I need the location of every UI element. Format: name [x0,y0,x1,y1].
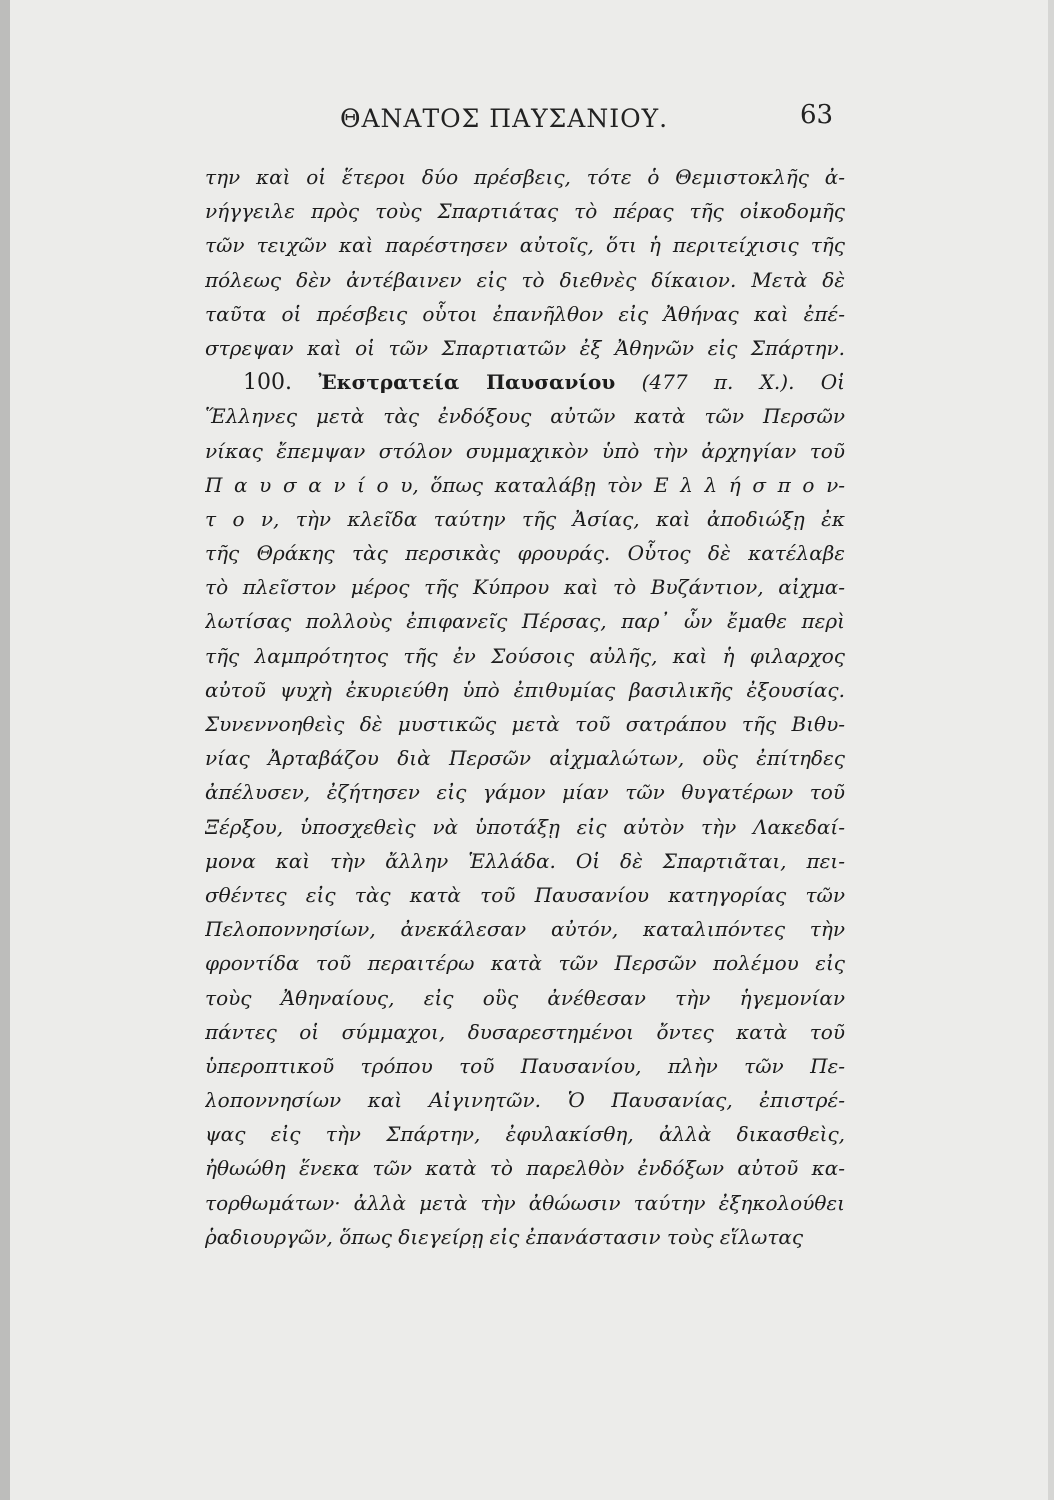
text-line: τὸ πλεῖστον μέρος τῆς Κύπρου καὶ τὸ Βυζάντιον, αἰχμα- [205,575,845,600]
text-line: πάντες οἱ σύμμαχοι, δυσαρεστημένοι ὄντες κατὰ τοῦ [205,1019,845,1044]
section-number: 100. [243,370,292,396]
text-line: Πελοποννησίων, ἀνεκάλεσαν αὐτόν, καταλιπόντες τὴν [205,917,845,942]
text-line: ψας εἰς τὴν Σπάρτην, ἐφυλακίσθη, ἀλλὰ δικασθεὶς, [205,1122,845,1147]
text-line: λοποννησίων καὶ Αἰγινητῶν. Ὁ Παυσανίας, ἐπιστρέ- [205,1088,845,1113]
text-line: τῆς λαμπρότητος τῆς ἐν Σούσοις αὐλῆς, καὶ ἡ φιλαρχος [205,643,845,668]
text-line: τῶν τειχῶν καὶ παρέστησεν αὐτοῖς, ὅτι ἡ περιτείχισις τῆς [205,233,845,258]
text-line: ὑπεροπτικοῦ τρόπου τοῦ Παυσανίου, πλὴν τῶν Πε- [205,1053,845,1078]
text-line: πόλεως δὲν ἀντέβαινεν εἰς τὸ διεθνὲς δίκαιον. Μετὰ δὲ [205,267,845,292]
text-line: ἠθωώθη ἕνεκα τῶν κατὰ τὸ παρελθὸν ἐνδόξων αὐτοῦ κα- [205,1156,845,1181]
text-line: στρεψαν καὶ οἱ τῶν Σπαρτιατῶν ἐξ Ἀθηνῶν εἰς Σπάρτην. [205,335,845,360]
section-title: Ἐκστρατεία Παυσανίου [318,370,616,395]
text-line: τῆς Θράκης τὰς περσικὰς φρουράς. Οὗτος δὲ κατέλαβε [205,541,845,566]
text-line: νίκας ἔπεμψαν στόλον συμμαχικὸν ὑπὸ τὴν ἀρχηγίαν τοῦ [205,438,845,463]
text-line: ῥαδιουργῶν, ὅπως διεγείρῃ εἰς ἐπανάστασιν τοὺς εἵλωτας [205,1224,804,1249]
page-edge-right [1048,0,1054,1500]
section-date: (477 π. Χ.). Οἱ [641,370,845,395]
text-line: Ἕλληνες μετὰ τὰς ἐνδόξους αὐτῶν κατὰ τῶν Περσῶν [205,404,845,429]
page-number: 63 [800,100,834,130]
text-line: νήγγειλε πρὸς τοὺς Σπαρτιάτας τὸ πέρας τῆς οἰκοδομῆς [205,199,845,224]
text-line: νίας Ἀρταβάζου διὰ Περσῶν αἰχμαλώτων, οὓς ἐπίτηδες [205,746,845,771]
text-line: ταῦτα οἱ πρέσβεις οὗτοι ἐπανῆλθον εἰς Ἀθήνας καὶ ἐπέ- [205,301,845,326]
text-line: τοὺς Ἀθηναίους, εἰς οὓς ἀνέθεσαν τὴν ἡγεμονίαν [205,985,845,1010]
text-line: μονα καὶ τὴν ἄλλην Ἑλλάδα. Οἱ δὲ Σπαρτιᾶται, πει- [205,848,845,873]
page-edge-left [0,0,10,1500]
text-line: σθέντες εἰς τὰς κατὰ τοῦ Παυσανίου κατηγορίας τῶν [205,882,845,907]
text-line: την καὶ οἱ ἕτεροι δύο πρέσβεις, τότε ὁ Θεμιστοκλῆς ἀ- [205,165,845,189]
text-line: τορθωμάτων· ἀλλὰ μετὰ τὴν ἀθώωσιν ταύτην ἐξηκολούθει [205,1190,845,1215]
text-line: αὐτοῦ ψυχὴ ἐκυριεύθη ὑπὸ ἐπιθυμίας βασιλικῆς ἐξουσίας. [205,677,845,702]
text-line: φροντίδα τοῦ περαιτέρω κατὰ τῶν Περσῶν πολέμου εἰς [205,951,845,976]
text-line: Ξέρξου, ὑποσχεθεὶς νὰ ὑποτάξῃ εἰς αὐτὸν τὴν Λακεδαί- [205,814,845,839]
section-heading-line [205,365,845,399]
text-line: Π α υ σ α ν ί ο υ, ὅπως καταλάβῃ τὸν Ε λ λ ή σ π ο ν- [205,472,845,497]
text-line: λωτίσας πολλοὺς ἐπιφανεῖς Πέρσας, παρ᾽ ὧν ἔμαθε περὶ [205,609,845,634]
text-line: Συνεννοηθεὶς δὲ μυστικῶς μετὰ τοῦ σατράπου τῆς Βιθυ- [205,712,845,736]
running-title: ΘΑΝΑΤΟΣ ΠΑΥΣΑΝΙΟΥ. [340,104,669,133]
body-text [205,160,845,1254]
text-line: τ ο ν, τὴν κλεῖδα ταύτην τῆς Ἀσίας, καὶ ἀποδιώξῃ ἐκ [205,506,845,531]
text-line: ἀπέλυσεν, ἐζήτησεν εἰς γάμον μίαν τῶν θυγατέρων τοῦ [205,780,845,805]
